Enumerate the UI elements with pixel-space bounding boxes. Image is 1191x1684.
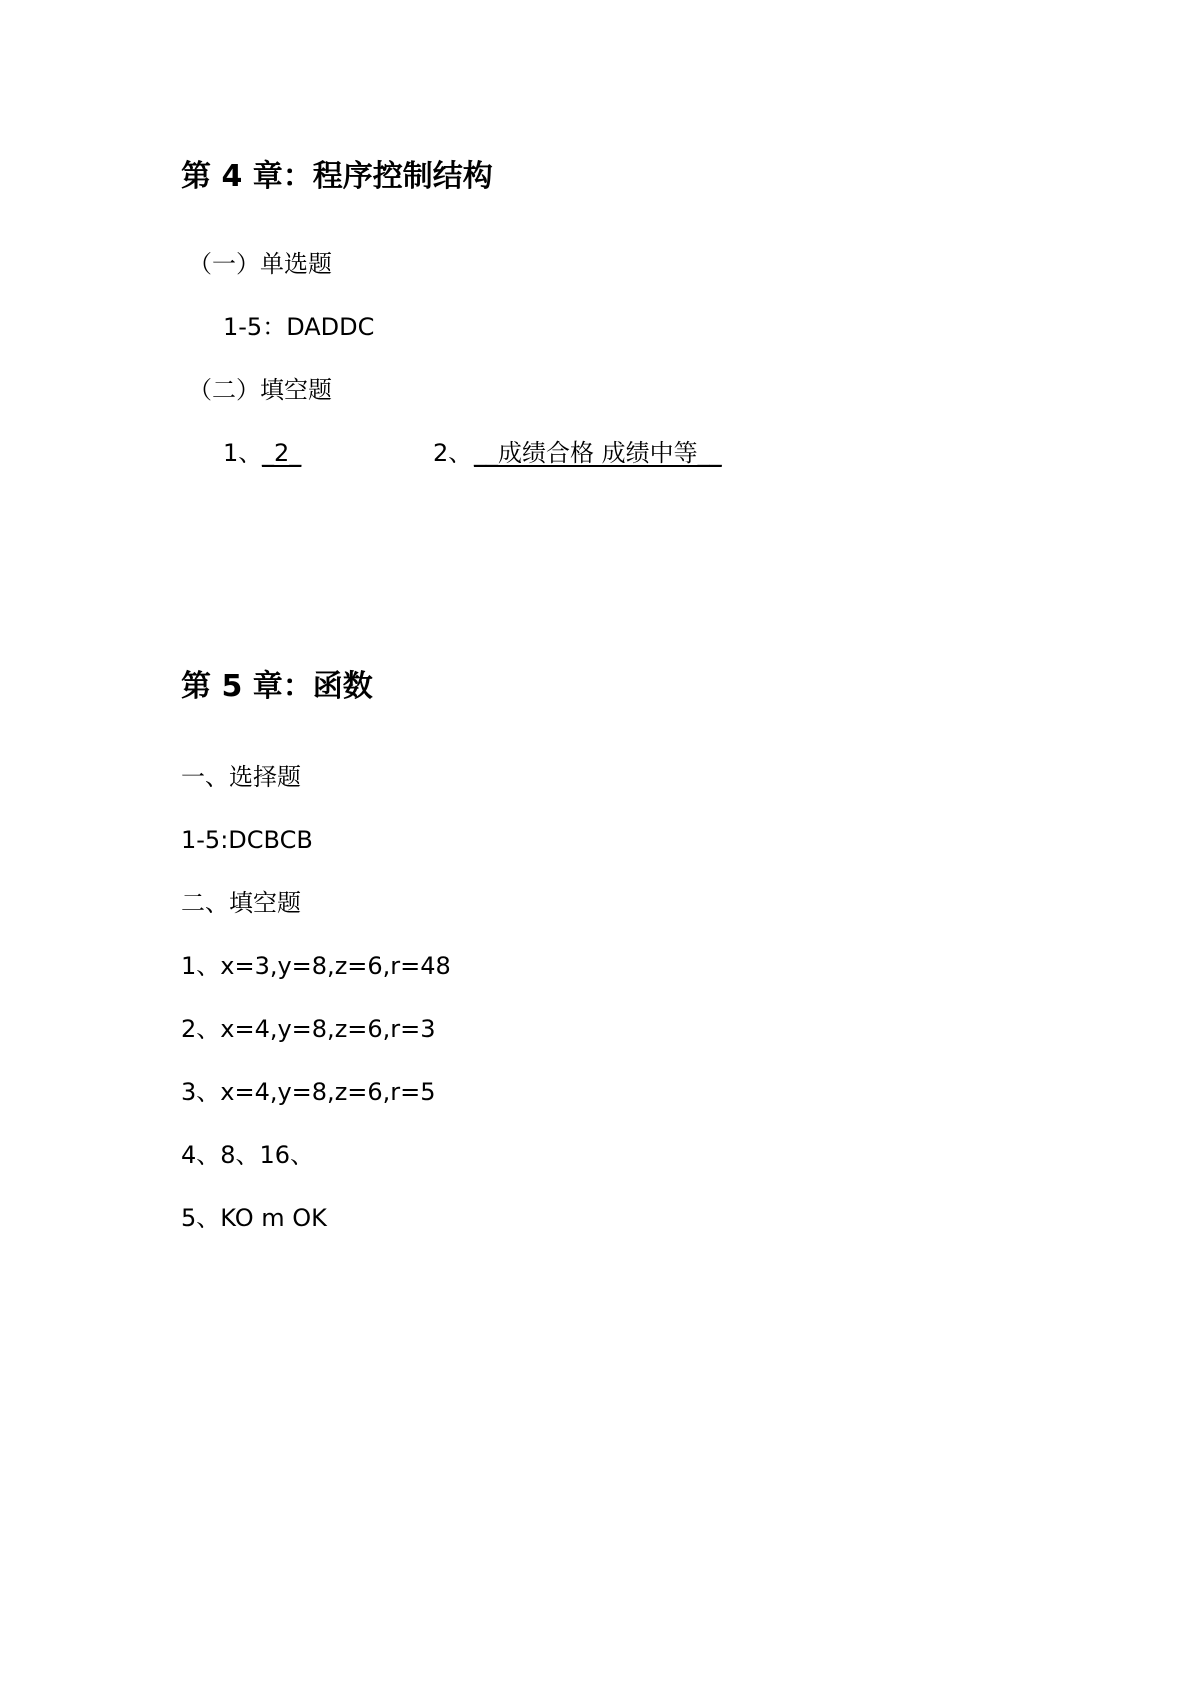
- ch5-choice-answers: 1-5:DCBCB: [181, 826, 313, 854]
- ch5-choice-heading: 一、选择题: [181, 763, 301, 791]
- ch4-blank1-label: 1、: [223, 439, 263, 467]
- ch5-answer-2: 2、x=4,y=8,z=6,r=3: [181, 1015, 436, 1043]
- ch4-single-choice-heading: （一）单选题: [188, 250, 332, 278]
- ch4-blank2-label: 2、: [433, 439, 473, 467]
- ch5-answer-4: 4、8、16、: [181, 1141, 315, 1169]
- ch5-fill-blank-heading: 二、填空题: [181, 889, 301, 917]
- ch5-answer-3: 3、x=4,y=8,z=6,r=5: [181, 1078, 436, 1106]
- chapter-4-title: 第 4 章：程序控制结构: [181, 159, 493, 194]
- ch4-blank1-answer: _2_: [262, 439, 302, 467]
- ch5-answer-1: 1、x=3,y=8,z=6,r=48: [181, 952, 451, 980]
- ch5-answer-5: 5、KO m OK: [181, 1204, 327, 1232]
- chapter-5-title: 第 5 章：函数: [181, 669, 373, 704]
- ch4-fill-blank-heading: （二）填空题: [188, 376, 332, 404]
- ch4-blank2-answer: __成绩合格 成绩中等__: [474, 439, 722, 467]
- ch4-single-choice-answers: 1-5：DADDC: [223, 313, 375, 341]
